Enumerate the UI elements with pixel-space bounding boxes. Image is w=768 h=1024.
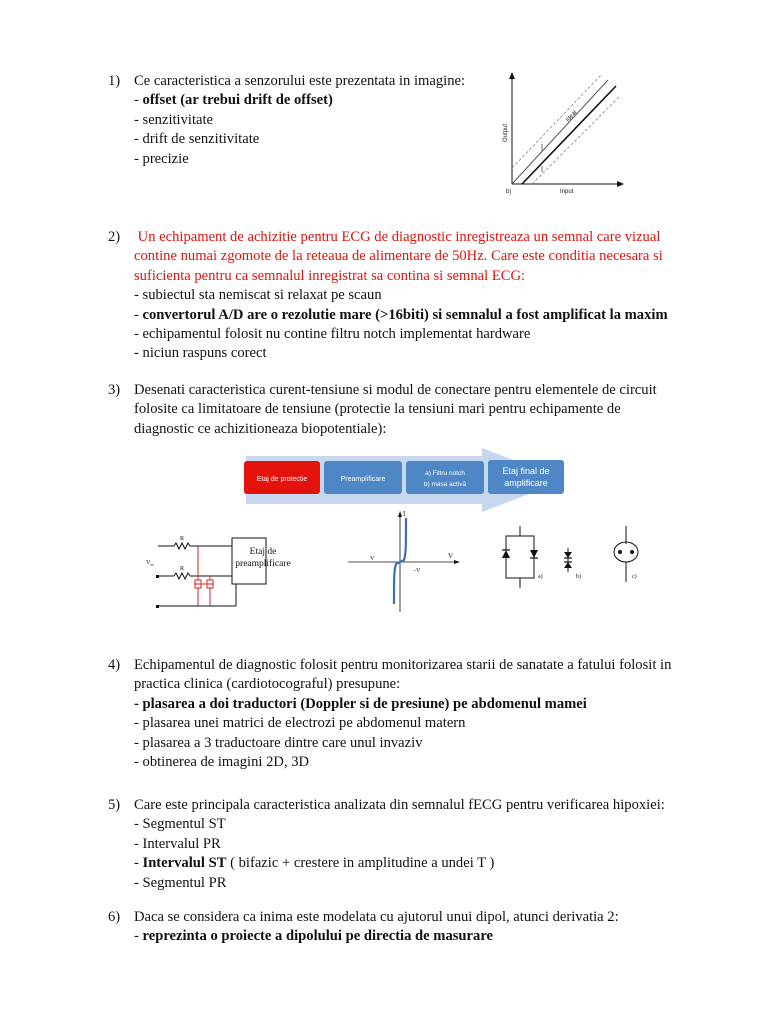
pos-voltage-label: V bbox=[370, 556, 375, 562]
question-number: 5) bbox=[108, 797, 121, 813]
diode-symbols-figure bbox=[494, 524, 650, 590]
question-3 bbox=[108, 381, 657, 439]
question-text: contine numai zgomote de la reteaua de alimentare de 50Hz. Care este conditia necesara si bbox=[134, 248, 663, 265]
question-1 bbox=[108, 72, 465, 169]
stage-label: Preamplificare bbox=[340, 476, 386, 483]
question-text: diagnostic ce achizitioneaza biopotentiale): bbox=[134, 420, 387, 437]
question-text: practica clinica (cardiotocograful) presupune: bbox=[134, 676, 401, 693]
option: - drift de senzitivitate bbox=[134, 131, 260, 148]
signal-chain-figure bbox=[236, 446, 580, 516]
question-text: Un echipament de achizitie pentru ECG de diagnostic inregistreaza un semnal care vizual bbox=[134, 229, 661, 245]
voltage-axis-label: V bbox=[448, 552, 454, 560]
option: - obtinerea de imagini 2D, 3D bbox=[134, 754, 310, 771]
question-text: Care este principala caracteristica analizata din semnalul fECG pentru verificarea hipoxiei: bbox=[134, 797, 665, 813]
question-text: Daca se considera ca inima este modelata cu ajutorul unui dipol, atunci derivatia 2: bbox=[134, 909, 619, 925]
option: - precizie bbox=[134, 150, 189, 167]
option: - Segmentul PR bbox=[134, 874, 227, 891]
input-voltage-label: $V_{in}$ bbox=[146, 560, 154, 567]
question-6 bbox=[108, 908, 619, 947]
option: - echipamentul folosit nu contine filtru notch implementat hardware bbox=[134, 326, 531, 343]
neg-voltage-label: -V bbox=[414, 568, 421, 574]
question-number: 4) bbox=[108, 657, 121, 673]
iv-characteristic-figure bbox=[344, 508, 462, 614]
option: - subiectul sta nemiscat si relaxat pe scaun bbox=[134, 287, 382, 304]
current-axis-label: I bbox=[403, 510, 406, 518]
stage-label: amplificare bbox=[504, 478, 548, 488]
option: - plasarea a doi traductori (Doppler si de presiune) pe abdomenul mamei bbox=[134, 695, 587, 712]
stage-label: a) Filtru notch bbox=[425, 470, 465, 477]
stage-label: Etaj de protectie bbox=[256, 476, 308, 483]
diode-label-b: b) bbox=[576, 574, 581, 580]
option: - niciun raspuns corect bbox=[134, 345, 267, 362]
question-2 bbox=[108, 228, 668, 364]
resistor-label: R bbox=[180, 536, 185, 542]
option: - plasarea a 3 traductoare dintre care unul invaziv bbox=[134, 734, 423, 751]
question-text: Ce caracteristica a senzorului este prezentata in imagine: bbox=[134, 73, 466, 89]
figure-corner-label: b) bbox=[506, 189, 512, 195]
option: - plasarea unei matrici de electrozi pe abdomenul matern bbox=[134, 715, 466, 732]
question-number: 6) bbox=[108, 909, 121, 925]
diode-label-c: c) bbox=[632, 574, 637, 580]
ideal-line-label: Ideal bbox=[565, 109, 579, 124]
resistor-label: R bbox=[180, 566, 185, 572]
stage-box bbox=[406, 461, 484, 494]
y-axis-label: Output bbox=[503, 123, 509, 142]
option: - reprezinta o proiecte a dipolului pe directia de masurare bbox=[134, 928, 494, 945]
option: - offset (ar trebui drift de offset) bbox=[134, 92, 333, 109]
question-number: 3) bbox=[108, 382, 121, 398]
question-4 bbox=[108, 656, 671, 772]
protection-circuit-figure bbox=[144, 530, 274, 616]
preamp-block-label: Etaj de preamplificare bbox=[235, 547, 291, 569]
question-text: folosite ca limitatoare de tensiune (protectie la tensiuni mari pentru echipamente de bbox=[134, 401, 621, 418]
x-axis-label: Input bbox=[560, 189, 574, 195]
question-text: suficienta pentru ca semnalul inregistrat sa contina si semnal ECG: bbox=[134, 267, 526, 284]
option: - Segmentul ST bbox=[134, 816, 226, 833]
question-text: Echipamentul de diagnostic folosit pentru monitorizarea starii de sanatate a fatului folosit in bbox=[134, 657, 672, 673]
sensor-characteristic-figure bbox=[498, 70, 630, 198]
question-number: 2) bbox=[108, 229, 121, 245]
stage-label: b) masa activă bbox=[423, 481, 467, 488]
option: - senzitivitate bbox=[134, 111, 214, 128]
question-number: 1) bbox=[108, 73, 121, 89]
option: - Intervalul ST ( bifazic + crestere in amplitudine a undei T ) bbox=[134, 855, 495, 872]
stage-label: Etaj final de bbox=[502, 466, 550, 476]
option: - Intervalul PR bbox=[134, 835, 221, 852]
diode-label-a: a) bbox=[538, 574, 543, 580]
question-5 bbox=[108, 796, 665, 893]
question-text: Desenati caracteristica curent-tensiune si modul de conectare pentru elementele de circuit bbox=[134, 382, 657, 398]
option: - convertorul A/D are o rezolutie mare (>16biti) si semnalul a fost amplificat la maxim bbox=[134, 306, 668, 323]
